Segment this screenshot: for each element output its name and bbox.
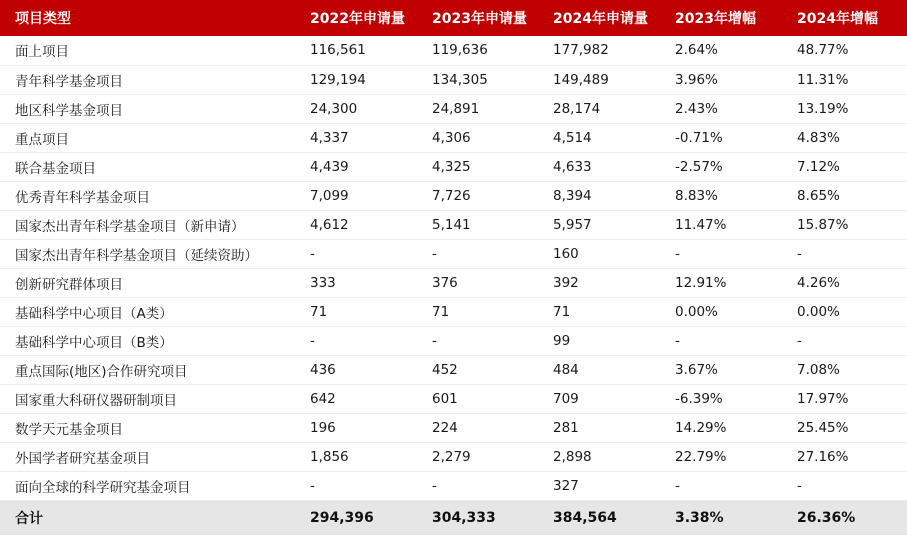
header-project-type: 项目类型 [15,11,71,27]
table-row [0,471,907,500]
row-label: 外国学者研究基金项目 [0,442,302,471]
table-cell: 376 [424,268,545,297]
table-cell: 452 [424,355,545,384]
table-cell: 149,489 [545,65,667,94]
table-cell: 1,856 [302,442,424,471]
table-cell: 7,099 [302,181,424,210]
row-label: 重点国际(地区)合作研究项目 [0,355,302,384]
table-cell: 129,194 [302,65,424,94]
table-cell: 71 [545,297,667,326]
table-cell: 27.16% [789,442,907,471]
table-cell: 15.87% [789,210,907,239]
table-cell: 601 [424,384,545,413]
header-2022-applications: 2022年申请量 [310,11,405,27]
table-row [0,297,907,326]
table-cell: 0.00% [667,297,789,326]
table-cell: -2.57% [667,152,789,181]
table-cell: 4,633 [545,152,667,181]
table-cell: - [667,471,789,500]
row-label: 青年科学基金项目 [0,65,302,94]
table-cell: - [789,239,907,268]
table-cell: 5,957 [545,210,667,239]
table-cell: 4,612 [302,210,424,239]
table-cell: 4,306 [424,123,545,152]
table-cell: 134,305 [424,65,545,94]
table-cell: 0.00% [789,297,907,326]
row-label: 基础科学中心项目（A类） [0,297,302,326]
table-cell: 436 [302,355,424,384]
row-label: 面上项目 [0,36,302,65]
total-cell: 294,396 [310,509,374,526]
table-cell: 160 [545,239,667,268]
row-label: 联合基金项目 [0,152,302,181]
table-cell: 224 [424,413,545,442]
table-row [0,210,907,239]
row-label: 创新研究群体项目 [0,268,302,297]
table-cell: 25.45% [789,413,907,442]
table-cell: - [424,326,545,355]
table-cell: 327 [545,471,667,500]
total-cell: 3.38% [675,509,724,526]
table-cell: 13.19% [789,94,907,123]
table-row [0,268,907,297]
table-cell: 709 [545,384,667,413]
table-cell: 8.83% [667,181,789,210]
table-cell: 71 [302,297,424,326]
table-cell: 3.67% [667,355,789,384]
header-2024-growth: 2024年增幅 [797,11,878,27]
table-row [0,384,907,413]
table-cell: 281 [545,413,667,442]
table-row [0,152,907,181]
table-cell: 2.43% [667,94,789,123]
total-cell: 304,333 [432,509,496,526]
table-cell: - [424,239,545,268]
table-cell: 119,636 [424,36,545,65]
table-cell: 99 [545,326,667,355]
table-cell: 71 [424,297,545,326]
table-cell: - [789,326,907,355]
table-cell: - [424,471,545,500]
table-cell: 11.47% [667,210,789,239]
table-row [0,355,907,384]
table-cell: 48.77% [789,36,907,65]
row-label: 优秀青年科学基金项目 [0,181,302,210]
table-cell: 22.79% [667,442,789,471]
table-cell: 7.08% [789,355,907,384]
table-row [0,65,907,94]
table-cell: 14.29% [667,413,789,442]
row-label: 面向全球的科学研究基金项目 [0,471,302,500]
table-row [0,123,907,152]
table-cell: 4,514 [545,123,667,152]
total-row [0,500,907,535]
table-cell: 28,174 [545,94,667,123]
table-cell: 5,141 [424,210,545,239]
row-label: 国家杰出青年科学基金项目（延续资助） [0,239,302,268]
table-cell: 7.12% [789,152,907,181]
table-cell: - [302,471,424,500]
header-2024-applications: 2024年申请量 [553,11,648,27]
table-row [0,442,907,471]
total-label: 合计 [15,510,43,527]
table-cell: 4,325 [424,152,545,181]
row-label: 重点项目 [0,123,302,152]
table-cell: 4,337 [302,123,424,152]
table-cell: 7,726 [424,181,545,210]
table-header-row [0,0,907,36]
table-cell: 333 [302,268,424,297]
table-cell: 4.83% [789,123,907,152]
table-cell: -6.39% [667,384,789,413]
header-2023-applications: 2023年申请量 [432,11,527,27]
table-cell: -0.71% [667,123,789,152]
table-cell: 116,561 [302,36,424,65]
row-label: 地区科学基金项目 [0,94,302,123]
row-label: 数学天元基金项目 [0,413,302,442]
table-cell: 24,891 [424,94,545,123]
table-row [0,413,907,442]
table-cell: 11.31% [789,65,907,94]
table-cell: 642 [302,384,424,413]
header-2023-growth: 2023年增幅 [675,11,756,27]
table-cell: 24,300 [302,94,424,123]
table-cell: 392 [545,268,667,297]
table-cell: - [789,471,907,500]
row-label: 国家杰出青年科学基金项目（新申请） [0,210,302,239]
total-cell: 384,564 [553,509,617,526]
table-cell: 12.91% [667,268,789,297]
table-cell: 8.65% [789,181,907,210]
table-row [0,181,907,210]
table-cell: 3.96% [667,65,789,94]
table-row [0,94,907,123]
table-cell: 4.26% [789,268,907,297]
row-label: 基础科学中心项目（B类） [0,326,302,355]
table-cell: 484 [545,355,667,384]
table-cell: 2,898 [545,442,667,471]
row-label: 国家重大科研仪器研制项目 [0,384,302,413]
table-cell: 4,439 [302,152,424,181]
table-cell: - [302,239,424,268]
table-cell: 2.64% [667,36,789,65]
table-cell: 8,394 [545,181,667,210]
table-cell: 2,279 [424,442,545,471]
table-row [0,36,907,65]
total-cell: 26.36% [797,509,856,526]
table-row [0,239,907,268]
table-cell: 196 [302,413,424,442]
table-cell: - [302,326,424,355]
table-cell: 17.97% [789,384,907,413]
table-cell: - [667,326,789,355]
table-cell: 177,982 [545,36,667,65]
table-row [0,326,907,355]
table-cell: - [667,239,789,268]
